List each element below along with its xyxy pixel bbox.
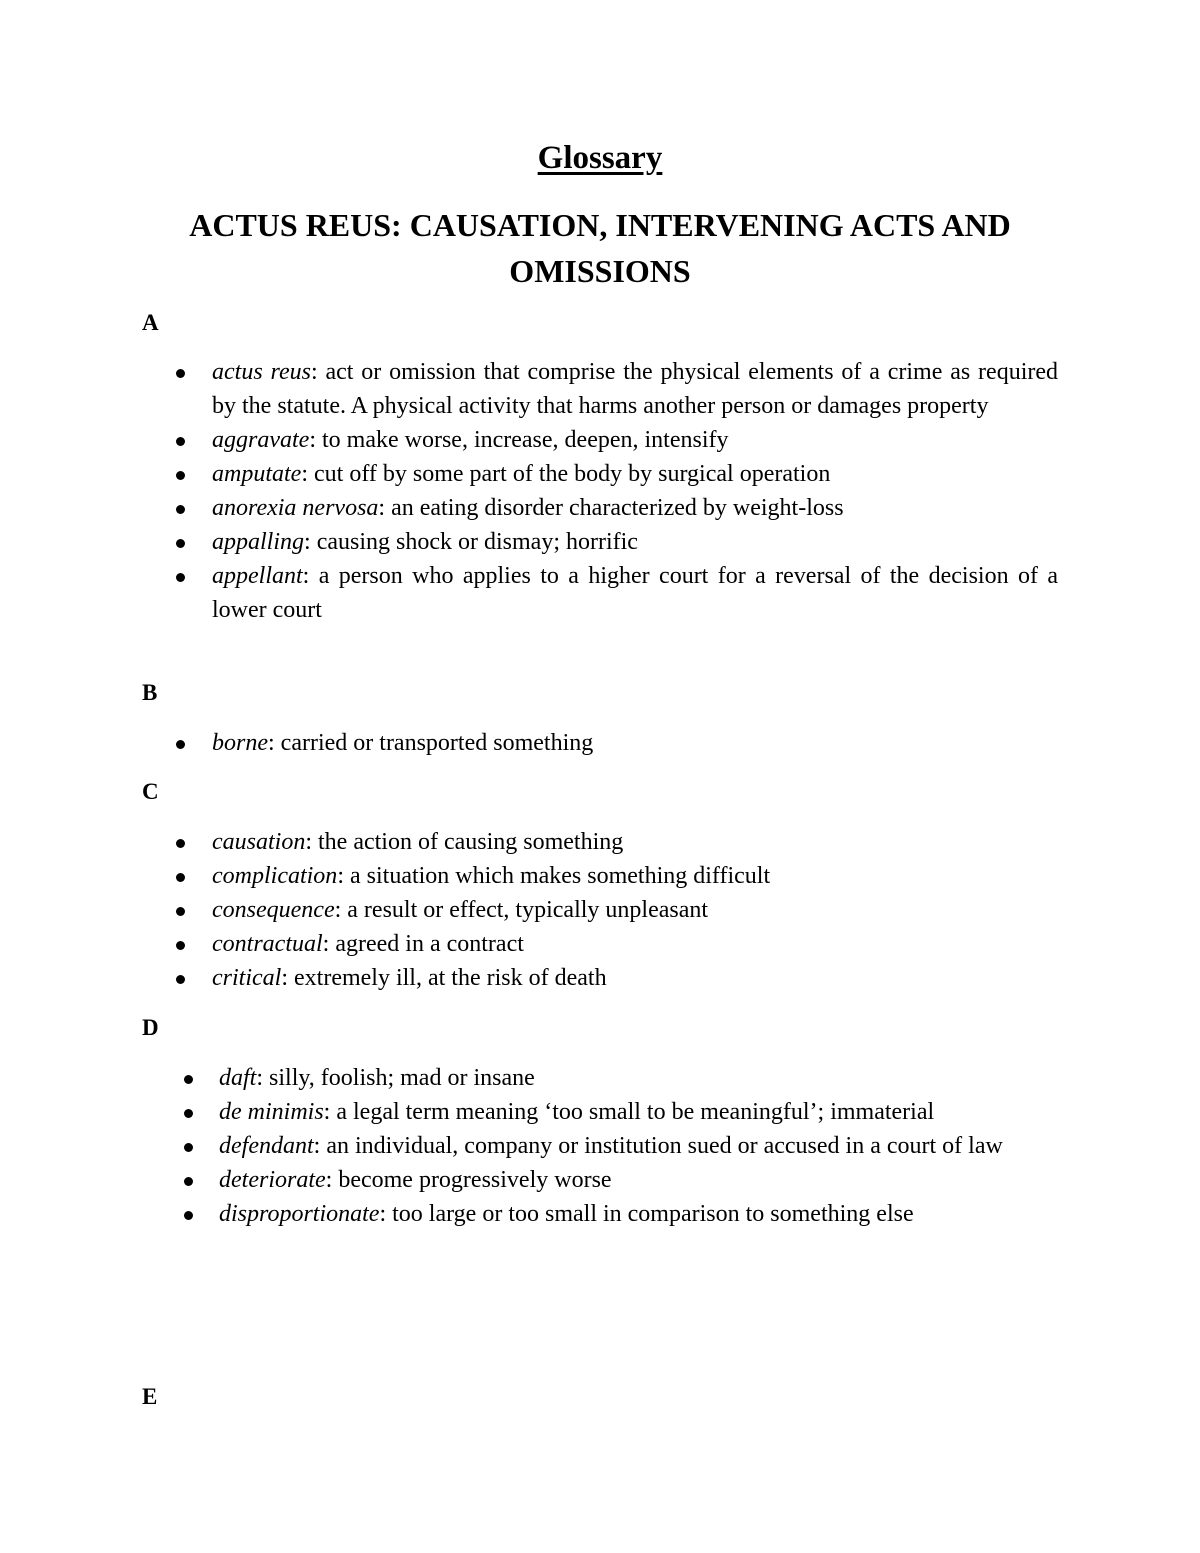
list-item: deteriorate: become progressively worse [0, 1163, 1058, 1197]
list-item: de minimis: a legal term meaning ‘too small to be meaningful’; immaterial [0, 1095, 1058, 1129]
bullet-icon [176, 740, 185, 749]
list-item: amputate: cut off by some part of the body by surgical operation [0, 457, 1058, 491]
section-letter-e: E [142, 1384, 158, 1409]
bullet-icon [176, 369, 185, 378]
glossary-term: appellant [212, 563, 303, 589]
glossary-term: anorexia nervosa [212, 495, 379, 521]
section-d-list [0, 1061, 1058, 1231]
section-letter-d: D [142, 1015, 159, 1040]
bullet-icon [176, 873, 185, 882]
bullet-icon [184, 1075, 193, 1084]
list-item: consequence: a result or effect, typically unpleasant [0, 893, 1058, 927]
glossary-term: defendant [219, 1133, 314, 1159]
list-item: appalling: causing shock or dismay; horrific [0, 525, 1058, 559]
glossary-term: borne [212, 730, 268, 756]
glossary-definition: a person who applies to a higher court for a reversal of the decision of a lower court [212, 563, 1058, 623]
glossary-definition: silly, foolish; mad or insane [269, 1065, 535, 1091]
glossary-term: appalling [212, 529, 305, 555]
section-a-list [0, 355, 1058, 627]
bullet-icon [176, 907, 185, 916]
bullet-icon [176, 539, 185, 548]
list-item: critical: extremely ill, at the risk of death [0, 961, 1058, 995]
glossary-definition: an individual, company or institution sued or accused in a court of law [326, 1133, 1003, 1159]
list-item: disproportionate: too large or too small in comparison to something else [0, 1197, 1058, 1231]
section-letter-c: C [142, 779, 159, 804]
glossary-term: de minimis [219, 1099, 324, 1125]
list-item: aggravate: to make worse, increase, deepen, intensify [0, 423, 1058, 457]
glossary-term: causation [212, 829, 306, 855]
glossary-definition: cut off by some part of the body by surgical operation [314, 461, 831, 487]
bullet-icon [176, 573, 185, 582]
list-item: causation: the action of causing something [0, 825, 1058, 859]
bullet-icon [176, 505, 185, 514]
glossary-definition: too large or too small in comparison to something else [392, 1201, 914, 1227]
glossary-definition: agreed in a contract [335, 931, 524, 957]
list-item: appellant: a person who applies to a higher court for a reversal of the decision of a lower court [0, 559, 1058, 627]
bullet-icon [176, 471, 185, 480]
glossary-definition: a result or effect, typically unpleasant [347, 897, 709, 923]
list-item: complication: a situation which makes something difficult [0, 859, 1058, 893]
list-item: anorexia nervosa: an eating disorder characterized by weight-loss [0, 491, 1058, 525]
bullet-icon [176, 437, 185, 446]
glossary-term: contractual [212, 931, 323, 957]
glossary-definition: act or omission that comprise the physical elements of a crime as required by the statute. A physical activity that harms another person or damages property [212, 359, 1059, 419]
page-title: Glossary [537, 140, 663, 176]
bullet-icon [176, 941, 185, 950]
glossary-definition: causing shock or dismay; horrific [316, 529, 638, 555]
glossary-term: actus reus [212, 359, 311, 385]
list-item: daft: silly, foolish; mad or insane [0, 1061, 1058, 1095]
section-letter-a: A [142, 310, 159, 335]
glossary-term: daft [219, 1065, 257, 1091]
glossary-term: critical [212, 965, 282, 991]
glossary-term: consequence [212, 897, 335, 923]
glossary-term: disproportionate [219, 1201, 380, 1227]
bullet-icon [176, 975, 185, 984]
glossary-definition: extremely ill, at the risk of death [294, 965, 607, 991]
glossary-definition: become progressively worse [338, 1167, 612, 1193]
section-b-list [0, 726, 1058, 760]
section-c-list [0, 825, 1058, 995]
glossary-definition: a legal term meaning ‘too small to be meaningful’; immaterial [336, 1099, 935, 1125]
glossary-definition: to make worse, increase, deepen, intensify [321, 427, 729, 453]
page-subtitle: ACTUS REUS: CAUSATION, INTERVENING ACTS AND OMISSIONS [189, 207, 1011, 289]
glossary-term: amputate [212, 461, 302, 487]
glossary-term: complication [212, 863, 338, 889]
glossary-definition: a situation which makes something difficult [349, 863, 771, 889]
glossary-definition: the action of causing something [318, 829, 624, 855]
glossary-term: deteriorate [219, 1167, 326, 1193]
list-item: defendant: an individual, company or institution sued or accused in a court of law [0, 1129, 1058, 1163]
bullet-icon [184, 1143, 193, 1152]
list-item: contractual: agreed in a contract [0, 927, 1058, 961]
section-letter-b: B [142, 680, 158, 705]
bullet-icon [184, 1177, 193, 1186]
list-item: actus reus: act or omission that comprise the physical elements of a crime as required by the statute. A physical activity that harms another person or damages property [0, 355, 1058, 423]
bullet-icon [176, 839, 185, 848]
bullet-icon [184, 1211, 193, 1220]
glossary-definition: an eating disorder characterized by weight-loss [391, 495, 844, 521]
glossary-term: aggravate [212, 427, 310, 453]
glossary-definition: carried or transported something [280, 730, 594, 756]
list-item: borne: carried or transported something [0, 726, 1058, 760]
bullet-icon [184, 1109, 193, 1118]
